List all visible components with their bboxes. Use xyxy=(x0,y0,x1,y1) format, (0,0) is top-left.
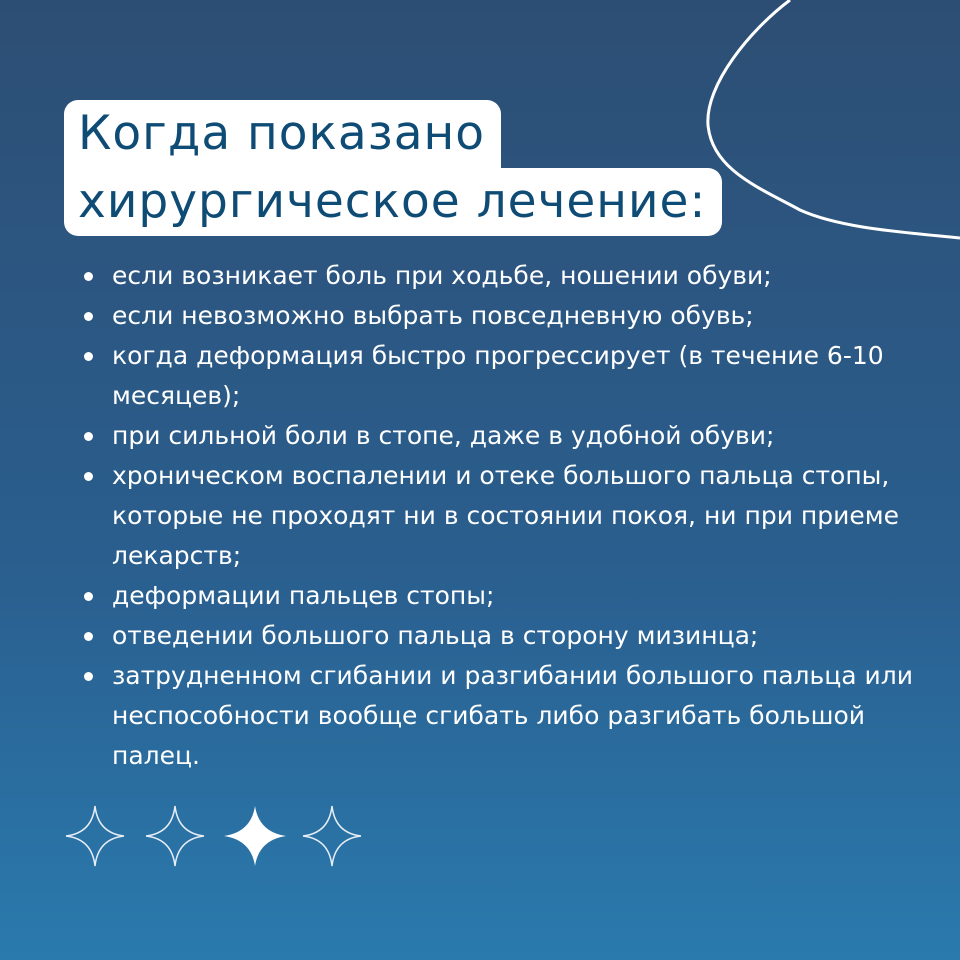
sparkle-filled-icon xyxy=(224,806,286,866)
sparkle-outline-icon xyxy=(303,806,361,866)
list-item: когда деформация быстро прогрессирует (в течение 6-10 месяцев); xyxy=(80,336,930,416)
list-item: затрудненном сгибании и разгибании большого пальца или неспособности вообще сгибать либо разгибать большой палец. xyxy=(80,656,930,776)
list-item: если возникает боль при ходьбе, ношении обуви; xyxy=(80,256,930,296)
list-item: при сильной боли в стопе, даже в удобной обуви; xyxy=(80,416,930,456)
list-item: если невозможно выбрать повседневную обувь; xyxy=(80,296,930,336)
list-item: хроническом воспалении и отеке большого пальца стопы, которые не проходят ни в состоянии покоя, ни при приеме лекарств; xyxy=(80,456,930,576)
page-title xyxy=(64,100,722,236)
sparkle-outline-icon xyxy=(66,806,124,866)
title-line-1: Когда показано xyxy=(64,100,501,168)
sparkle-stars xyxy=(60,800,370,872)
list-item: отведении большого пальца в сторону мизинца; xyxy=(80,616,930,656)
sparkle-outline-icon xyxy=(146,806,204,866)
list-item: деформации пальцев стопы; xyxy=(80,576,930,616)
title-line-2: хирургическое лечение: xyxy=(64,168,722,236)
indications-list xyxy=(80,256,930,776)
